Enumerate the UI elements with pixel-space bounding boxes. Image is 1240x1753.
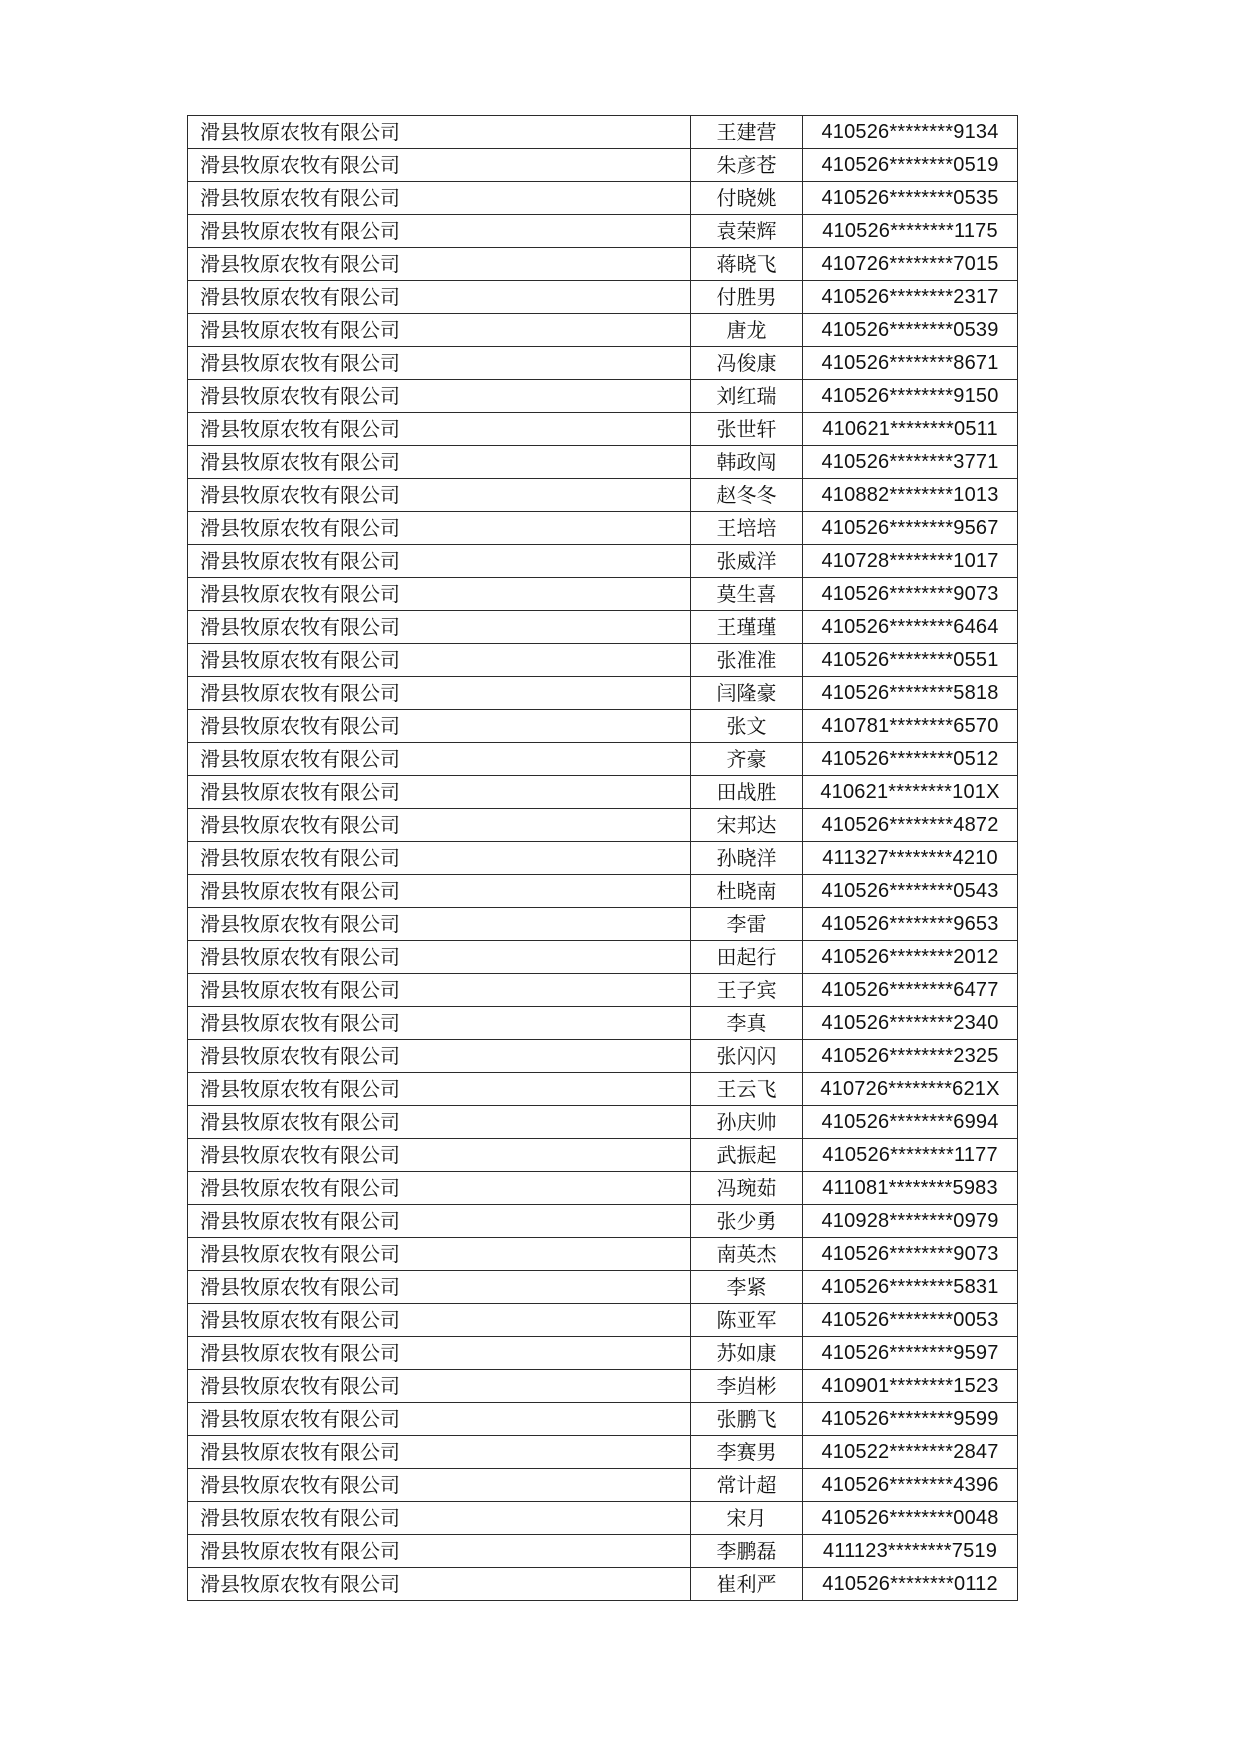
- table-row: [188, 842, 1018, 875]
- company-cell: 滑县牧原农牧有限公司: [188, 1139, 691, 1172]
- id-number-cell: 410526********5818: [803, 677, 1018, 710]
- id-number-cell: 410526********6994: [803, 1106, 1018, 1139]
- company-cell: 滑县牧原农牧有限公司: [188, 809, 691, 842]
- id-number-cell: 410526********9653: [803, 908, 1018, 941]
- person-name-cell: 孙晓洋: [691, 842, 803, 875]
- table-row: [188, 347, 1018, 380]
- roster-table-body: [188, 116, 1018, 1601]
- company-cell: 滑县牧原农牧有限公司: [188, 512, 691, 545]
- table-row: [188, 974, 1018, 1007]
- table-row: [188, 149, 1018, 182]
- table-row: [188, 743, 1018, 776]
- company-cell: 滑县牧原农牧有限公司: [188, 1469, 691, 1502]
- person-name-cell: 张准准: [691, 644, 803, 677]
- person-name-cell: 王云飞: [691, 1073, 803, 1106]
- company-cell: 滑县牧原农牧有限公司: [188, 149, 691, 182]
- table-row: [188, 809, 1018, 842]
- table-row: [188, 941, 1018, 974]
- person-name-cell: 王培培: [691, 512, 803, 545]
- table-row: [188, 1172, 1018, 1205]
- table-row: [188, 644, 1018, 677]
- company-cell: 滑县牧原农牧有限公司: [188, 875, 691, 908]
- id-number-cell: 410901********1523: [803, 1370, 1018, 1403]
- table-row: [188, 479, 1018, 512]
- id-number-cell: 410621********0511: [803, 413, 1018, 446]
- company-cell: 滑县牧原农牧有限公司: [188, 1436, 691, 1469]
- id-number-cell: 410526********0053: [803, 1304, 1018, 1337]
- person-name-cell: 张文: [691, 710, 803, 743]
- company-cell: 滑县牧原农牧有限公司: [188, 1073, 691, 1106]
- table-row: [188, 413, 1018, 446]
- table-row: [188, 182, 1018, 215]
- id-number-cell: 410526********4396: [803, 1469, 1018, 1502]
- id-number-cell: 410526********9134: [803, 116, 1018, 149]
- id-number-cell: 410526********9567: [803, 512, 1018, 545]
- person-name-cell: 杜晓南: [691, 875, 803, 908]
- person-name-cell: 韩政闯: [691, 446, 803, 479]
- id-number-cell: 410526********9150: [803, 380, 1018, 413]
- table-row: [188, 1469, 1018, 1502]
- table-row: [188, 1271, 1018, 1304]
- id-number-cell: 410621********101X: [803, 776, 1018, 809]
- company-cell: 滑县牧原农牧有限公司: [188, 1238, 691, 1271]
- person-name-cell: 田战胜: [691, 776, 803, 809]
- company-cell: 滑县牧原农牧有限公司: [188, 842, 691, 875]
- table-row: [188, 710, 1018, 743]
- company-cell: 滑县牧原农牧有限公司: [188, 116, 691, 149]
- table-row: [188, 1106, 1018, 1139]
- id-number-cell: 410526********2325: [803, 1040, 1018, 1073]
- id-number-cell: 410526********9073: [803, 1238, 1018, 1271]
- table-row: [188, 875, 1018, 908]
- company-cell: 滑县牧原农牧有限公司: [188, 1337, 691, 1370]
- table-row: [188, 908, 1018, 941]
- id-number-cell: 410728********1017: [803, 545, 1018, 578]
- person-name-cell: 李雷: [691, 908, 803, 941]
- id-number-cell: 410526********2012: [803, 941, 1018, 974]
- person-name-cell: 蒋晓飞: [691, 248, 803, 281]
- id-number-cell: 411327********4210: [803, 842, 1018, 875]
- id-number-cell: 410726********621X: [803, 1073, 1018, 1106]
- company-cell: 滑县牧原农牧有限公司: [188, 1370, 691, 1403]
- person-name-cell: 孙庆帅: [691, 1106, 803, 1139]
- person-name-cell: 付胜男: [691, 281, 803, 314]
- id-number-cell: 410526********0112: [803, 1568, 1018, 1601]
- id-number-cell: 410928********0979: [803, 1205, 1018, 1238]
- company-cell: 滑县牧原农牧有限公司: [188, 215, 691, 248]
- company-cell: 滑县牧原农牧有限公司: [188, 1106, 691, 1139]
- id-number-cell: 410526********6464: [803, 611, 1018, 644]
- company-cell: 滑县牧原农牧有限公司: [188, 1535, 691, 1568]
- table-row: [188, 1073, 1018, 1106]
- company-cell: 滑县牧原农牧有限公司: [188, 1502, 691, 1535]
- table-row: [188, 1568, 1018, 1601]
- person-name-cell: 陈亚军: [691, 1304, 803, 1337]
- person-name-cell: 苏如康: [691, 1337, 803, 1370]
- company-cell: 滑县牧原农牧有限公司: [188, 776, 691, 809]
- id-number-cell: 410526********5831: [803, 1271, 1018, 1304]
- table-row: [188, 1502, 1018, 1535]
- table-row: [188, 512, 1018, 545]
- person-name-cell: 闫隆豪: [691, 677, 803, 710]
- table-row: [188, 116, 1018, 149]
- person-name-cell: 南英杰: [691, 1238, 803, 1271]
- table-row: [188, 1337, 1018, 1370]
- company-cell: 滑县牧原农牧有限公司: [188, 941, 691, 974]
- id-number-cell: 410526********2340: [803, 1007, 1018, 1040]
- person-name-cell: 王子宾: [691, 974, 803, 1007]
- id-number-cell: 410526********4872: [803, 809, 1018, 842]
- company-cell: 滑县牧原农牧有限公司: [188, 611, 691, 644]
- person-name-cell: 莫生喜: [691, 578, 803, 611]
- id-number-cell: 410726********7015: [803, 248, 1018, 281]
- company-cell: 滑县牧原农牧有限公司: [188, 1007, 691, 1040]
- company-cell: 滑县牧原农牧有限公司: [188, 1040, 691, 1073]
- company-cell: 滑县牧原农牧有限公司: [188, 1304, 691, 1337]
- roster-sheet: [187, 115, 1017, 1601]
- person-name-cell: 齐豪: [691, 743, 803, 776]
- person-name-cell: 宋邦达: [691, 809, 803, 842]
- company-cell: 滑县牧原农牧有限公司: [188, 710, 691, 743]
- person-name-cell: 付晓姚: [691, 182, 803, 215]
- company-cell: 滑县牧原农牧有限公司: [188, 413, 691, 446]
- company-cell: 滑县牧原农牧有限公司: [188, 908, 691, 941]
- table-row: [188, 248, 1018, 281]
- person-name-cell: 李紧: [691, 1271, 803, 1304]
- id-number-cell: 410882********1013: [803, 479, 1018, 512]
- table-row: [188, 1205, 1018, 1238]
- roster-table: [187, 115, 1018, 1601]
- person-name-cell: 李鹏磊: [691, 1535, 803, 1568]
- table-row: [188, 776, 1018, 809]
- table-row: [188, 314, 1018, 347]
- person-name-cell: 张闪闪: [691, 1040, 803, 1073]
- id-number-cell: 410526********0535: [803, 182, 1018, 215]
- id-number-cell: 410526********9599: [803, 1403, 1018, 1436]
- id-number-cell: 410526********0539: [803, 314, 1018, 347]
- id-number-cell: 410526********9597: [803, 1337, 1018, 1370]
- person-name-cell: 冯琬茹: [691, 1172, 803, 1205]
- id-number-cell: 411123********7519: [803, 1535, 1018, 1568]
- company-cell: 滑县牧原农牧有限公司: [188, 446, 691, 479]
- table-row: [188, 1436, 1018, 1469]
- id-number-cell: 410526********3771: [803, 446, 1018, 479]
- company-cell: 滑县牧原农牧有限公司: [188, 545, 691, 578]
- person-name-cell: 王瑾瑾: [691, 611, 803, 644]
- id-number-cell: 410526********2317: [803, 281, 1018, 314]
- company-cell: 滑县牧原农牧有限公司: [188, 380, 691, 413]
- company-cell: 滑县牧原农牧有限公司: [188, 1172, 691, 1205]
- id-number-cell: 410526********0551: [803, 644, 1018, 677]
- table-row: [188, 578, 1018, 611]
- table-row: [188, 545, 1018, 578]
- table-row: [188, 1403, 1018, 1436]
- person-name-cell: 张鹏飞: [691, 1403, 803, 1436]
- person-name-cell: 朱彦苍: [691, 149, 803, 182]
- company-cell: 滑县牧原农牧有限公司: [188, 314, 691, 347]
- person-name-cell: 赵冬冬: [691, 479, 803, 512]
- id-number-cell: 410526********6477: [803, 974, 1018, 1007]
- person-name-cell: 张世轩: [691, 413, 803, 446]
- company-cell: 滑县牧原农牧有限公司: [188, 578, 691, 611]
- table-row: [188, 1535, 1018, 1568]
- person-name-cell: 田起行: [691, 941, 803, 974]
- company-cell: 滑县牧原农牧有限公司: [188, 1205, 691, 1238]
- id-number-cell: 410526********1177: [803, 1139, 1018, 1172]
- table-row: [188, 1040, 1018, 1073]
- id-number-cell: 410526********1175: [803, 215, 1018, 248]
- person-name-cell: 常计超: [691, 1469, 803, 1502]
- table-row: [188, 1370, 1018, 1403]
- person-name-cell: 唐龙: [691, 314, 803, 347]
- id-number-cell: 410526********0048: [803, 1502, 1018, 1535]
- id-number-cell: 410526********0512: [803, 743, 1018, 776]
- company-cell: 滑县牧原农牧有限公司: [188, 248, 691, 281]
- id-number-cell: 410522********2847: [803, 1436, 1018, 1469]
- company-cell: 滑县牧原农牧有限公司: [188, 974, 691, 1007]
- company-cell: 滑县牧原农牧有限公司: [188, 1403, 691, 1436]
- company-cell: 滑县牧原农牧有限公司: [188, 479, 691, 512]
- table-row: [188, 1139, 1018, 1172]
- person-name-cell: 李真: [691, 1007, 803, 1040]
- id-number-cell: 410526********9073: [803, 578, 1018, 611]
- table-row: [188, 1238, 1018, 1271]
- person-name-cell: 袁荣辉: [691, 215, 803, 248]
- company-cell: 滑县牧原农牧有限公司: [188, 1271, 691, 1304]
- table-row: [188, 1007, 1018, 1040]
- person-name-cell: 王建营: [691, 116, 803, 149]
- company-cell: 滑县牧原农牧有限公司: [188, 182, 691, 215]
- id-number-cell: 411081********5983: [803, 1172, 1018, 1205]
- table-row: [188, 611, 1018, 644]
- company-cell: 滑县牧原农牧有限公司: [188, 1568, 691, 1601]
- person-name-cell: 张少勇: [691, 1205, 803, 1238]
- id-number-cell: 410526********0543: [803, 875, 1018, 908]
- table-row: [188, 380, 1018, 413]
- company-cell: 滑县牧原农牧有限公司: [188, 644, 691, 677]
- table-row: [188, 1304, 1018, 1337]
- person-name-cell: 冯俊康: [691, 347, 803, 380]
- person-name-cell: 宋月: [691, 1502, 803, 1535]
- person-name-cell: 李赛男: [691, 1436, 803, 1469]
- company-cell: 滑县牧原农牧有限公司: [188, 281, 691, 314]
- table-row: [188, 446, 1018, 479]
- table-row: [188, 215, 1018, 248]
- id-number-cell: 410526********0519: [803, 149, 1018, 182]
- person-name-cell: 李岿彬: [691, 1370, 803, 1403]
- person-name-cell: 张威洋: [691, 545, 803, 578]
- id-number-cell: 410781********6570: [803, 710, 1018, 743]
- table-row: [188, 677, 1018, 710]
- company-cell: 滑县牧原农牧有限公司: [188, 743, 691, 776]
- person-name-cell: 武振起: [691, 1139, 803, 1172]
- company-cell: 滑县牧原农牧有限公司: [188, 677, 691, 710]
- company-cell: 滑县牧原农牧有限公司: [188, 347, 691, 380]
- person-name-cell: 刘红瑞: [691, 380, 803, 413]
- id-number-cell: 410526********8671: [803, 347, 1018, 380]
- table-row: [188, 281, 1018, 314]
- person-name-cell: 崔利严: [691, 1568, 803, 1601]
